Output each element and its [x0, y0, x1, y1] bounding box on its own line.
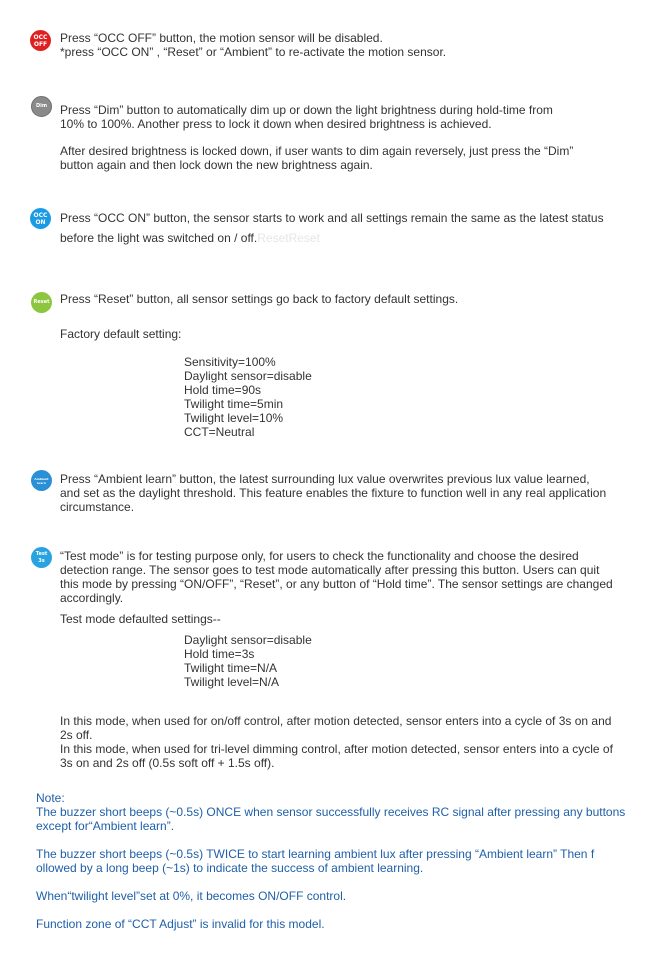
test-setting-item: Twilight level=N/A [184, 675, 280, 689]
occ-on-icon-line2: ON [35, 218, 46, 226]
test-mode-line-2: 2s off. [60, 728, 93, 742]
factory-setting-item: Twilight time=5min [184, 397, 284, 411]
test-mode-line-3: In this mode, when used for tri-level dimming control, after motion detected, sensor enters into a cycle of [60, 742, 613, 756]
reset-button-icon [31, 292, 52, 313]
dim-description-1 [60, 103, 553, 131]
dim-icon-label: Dim [35, 103, 48, 109]
factory-setting-item: Daylight sensor=disable [184, 369, 312, 383]
factory-default-title: Factory default setting: [60, 327, 182, 341]
note-1 [36, 805, 625, 833]
test-mode-line-1: In this mode, when used for on/off control, after motion detected, sensor enters into a cycle of 3s on and [60, 714, 612, 728]
test-setting-item: Twilight time=N/A [184, 661, 278, 675]
test-icon-line1: Test [35, 550, 48, 557]
test-line-3: this mode by pressing “ON/OFF”, “Reset”, or any button of “Hold time”. The sensor settings are changed [60, 577, 613, 591]
occ-on-button-icon [30, 208, 51, 229]
reset-icon-label: Reset [33, 299, 50, 305]
occ-off-line-1: Press “OCC OFF” button, the motion sensor will be disabled. [60, 31, 383, 45]
occ-off-description [60, 31, 446, 59]
test-mode-description [60, 549, 613, 605]
note-1-line-1: The buzzer short beeps (~0.5s) ONCE when sensor successfully receives RC signal after pressing any buttons [36, 805, 626, 819]
ambient-line-1: Press “Ambient learn” button, the latest surrounding lux value overwrites previous lux value learned, [60, 472, 590, 486]
occ-on-faint-text: ResetReset [257, 231, 320, 245]
dim-line-4: button again and then lock down the new brightness again. [60, 158, 373, 172]
note-title: Note: [36, 791, 65, 805]
note-2 [36, 847, 594, 875]
ambient-line-3: circumstance. [60, 500, 135, 514]
test-line-1: “Test mode” is for testing purpose only, for users to check the functionality and choose the desired [60, 549, 579, 563]
test-mode-button-icon [31, 547, 52, 568]
occ-off-icon-line1: OCC [33, 33, 48, 41]
ambient-icon-line2: learn [37, 480, 46, 485]
test-default-settings [184, 633, 312, 689]
dim-button-icon [31, 96, 52, 117]
test-line-2: detection range. The sensor goes to test mode automatically after pressing this button. Users can quit [60, 563, 600, 577]
note-4: Function zone of “CCT Adjust” is invalid for this model. [36, 917, 325, 931]
occ-on-line-2 [60, 231, 320, 245]
factory-setting-item: Twilight level=10% [184, 411, 284, 425]
test-mode-cycle-description [60, 714, 613, 770]
dim-description-2 [60, 144, 573, 172]
factory-setting-item: Sensitivity=100% [184, 355, 276, 369]
test-icon-line2: 3s [38, 557, 45, 564]
note-3: When“twilight level”set at 0%, it becomes ON/OFF control. [36, 889, 347, 903]
test-line-4: accordingly. [60, 591, 124, 605]
dim-line-3: After desired brightness is locked down, if user wants to dim again reversely, just press the “Dim” [60, 144, 574, 158]
test-defaults-title: Test mode defaulted settings-- [60, 612, 221, 626]
occ-off-line-2: *press “OCC ON” , “Reset” or “Ambient” to re-activate the motion sensor. [60, 45, 447, 59]
note-2-line-2: ollowed by a long beep (~1s) to indicate the success of ambient learning. [36, 861, 424, 875]
occ-on-line-1: Press “OCC ON” button, the sensor starts to work and all settings remain the same as the latest status [60, 211, 604, 225]
note-2-line-1: The buzzer short beeps (~0.5s) TWICE to start learning ambient lux after pressing “Ambient learn” Then f [36, 847, 595, 861]
occ-off-icon-line2: OFF [33, 40, 48, 48]
dim-line-2: 10% to 100%. Another press to lock it down when desired brightness is achieved. [60, 117, 492, 131]
factory-default-settings [184, 355, 312, 439]
factory-setting-item: Hold time=90s [184, 383, 262, 397]
note-1-line-2: except for“Ambient learn”. [36, 819, 175, 833]
test-setting-item: Hold time=3s [184, 647, 255, 661]
occ-on-line-2-text: before the light was switched on / off. [60, 231, 258, 245]
ambient-learn-button-icon [31, 470, 52, 491]
test-setting-item: Daylight sensor=disable [184, 633, 312, 647]
occ-off-button-icon [30, 30, 51, 51]
factory-setting-item: CCT=Neutral [184, 425, 255, 439]
ambient-description [60, 472, 606, 514]
occ-on-icon-line1: OCC [33, 211, 48, 219]
reset-line: Press “Reset” button, all sensor settings go back to factory default settings. [60, 292, 459, 306]
test-mode-line-4: 3s on and 2s off (0.5s soft off + 1.5s off). [60, 756, 275, 770]
ambient-line-2: and set as the daylight threshold. This feature enables the fixture to function well in any real application [60, 486, 607, 500]
ambient-icon-line1: Ambient [34, 476, 49, 481]
dim-line-1: Press “Dim” button to automatically dim up or down the light brightness during hold-time from [60, 103, 553, 117]
